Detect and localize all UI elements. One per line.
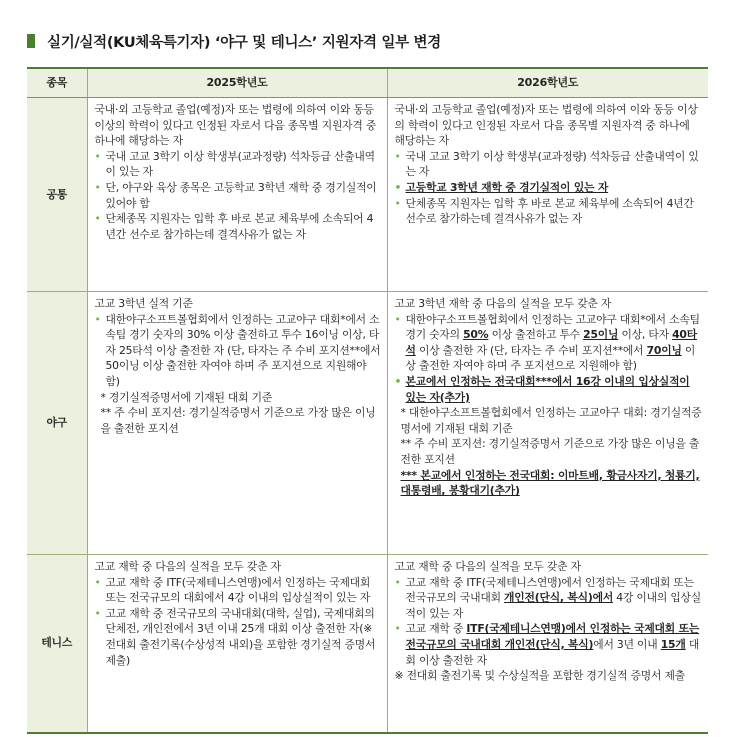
baseball-2025-bullet-1 (95, 312, 381, 390)
common-2026-bullet-2: • 고등학교 3학년 재학 중 경기실적이 있는 자 (395, 180, 703, 196)
tn26-b2-c: 대회 이상 출전한 자 (405, 637, 700, 667)
common-2025-bullet-1: • 국내 고교 3학기 이상 학생부(교과정량) 석차등급 산출내역이 있는 자 (95, 149, 381, 180)
baseball-2026-bullet-2: • 본교에서 인정하는 전국대회***에서 16강 이내의 입상실적이 있는 자(추가) (395, 374, 703, 405)
common-2025-bullet-3: • 단체종목 지원자는 입학 후 바로 본교 체육부에 소속되어 4년간 선수로 참가하는데 결격사유가 없는 자 (95, 211, 381, 242)
bb26-b1-d: 이상 출전한 자 (415, 343, 487, 357)
bb26-b1-c: 이상, 타자 (618, 328, 673, 342)
tn26-b2-u2: 15개 (660, 637, 686, 651)
row-label-baseball: 야구 (27, 292, 87, 555)
tn26-b2-a: 고교 재학 중 (405, 622, 467, 636)
title-marker-icon (27, 34, 35, 48)
common-2026-intro: 국내·외 고등학교 졸업(예정)자 또는 법령에 의하여 이와 동등 이상의 학력이 있다고 인정된 자로서 다음 종목별 지원자격 중 하나에 해당하는 자 (394, 103, 698, 148)
page-title (27, 30, 441, 52)
baseball-2026-intro: 고교 3학년 재학 중 다음의 실적을 모두 갖춘 자 (394, 297, 612, 310)
baseball-2026-note-1: * 대한야구소프트볼협회에서 인정하는 고교야구 대회: 경기실적증명서에 기재된 대회 기준 (400, 406, 702, 435)
baseball-2026-cell (387, 292, 708, 555)
header-row (27, 68, 708, 98)
tennis-2025-bullet-1: • 고교 재학 중 ITF(국제테니스연맹)에서 인정하는 국제대회 또는 전국규모의 대회에서 4강 이내의 입상실적이 있는 자 (95, 575, 381, 606)
tennis-2025-cell (87, 555, 387, 733)
bb26-b1-pa: 40타석 (405, 328, 697, 357)
baseball-2025-cell (87, 292, 387, 555)
header-2026: 2026학년도 (387, 68, 708, 98)
common-2025-cell (87, 98, 387, 292)
row-common (27, 98, 708, 292)
baseball-2025-intro: 고교 3학년 실적 기준 (94, 297, 193, 310)
baseball-2026-note-3: *** 본교에서 인정하는 전국대회: 이마트배, 황금사자기, 청룡기, 대통령배, 봉황대기(추가) (400, 468, 700, 498)
tennis-2025-bullet-2: • 고교 재학 중 전국규모의 국내대회(대학, 실업), 국제대회의 단체전, 개인전에서 3년 이내 25개 대회 이상 출전한 자(※ 전대회 출전기록(수상성적 내외)을 포함한 경기실적 증명서 제출) (95, 606, 381, 668)
tn26-b2-u: ITF(국제테니스연맹)에서 인정하는 국제대회 또는 전국규모의 국내대회 개인전(단식, 복식) (405, 622, 700, 651)
tn26-b1-u: 개인전(단식, 복식)에서 (504, 591, 614, 605)
baseball-2025-bullet-1-note: (단, 타자는 주 수비 포지션**에서 50이닝 이상 출전한 자여야 하며 주 포지션으로 지원해야 함) (105, 343, 381, 388)
baseball-2026-note-2: ** 주 수비 포지션: 경기실적증명서 기준으로 가장 많은 이닝을 출전한 포지션 (400, 437, 700, 466)
baseball-2026-bullet-1 (395, 312, 703, 374)
bb26-b1-note-b: 이상 출전한 자여야 하며 주 포지션으로 지원해야 함) (405, 343, 696, 373)
title-text: 실기/실적(KU체육특기자) ‘야구 및 테니스’ 지원자격 일부 변경 (47, 34, 441, 51)
common-2026-bullet-1: • 국내 고교 3학기 이상 학생부(교과정량) 석차등급 산출내역이 있는 자 (395, 149, 703, 180)
row-baseball (27, 292, 708, 555)
common-2026-cell (387, 98, 708, 292)
tennis-2026-bullet-2 (395, 621, 703, 668)
baseball-2025-bullet-1-text: 대한야구소프트볼협회에서 인정하는 고교야구 대회*에서 소속팀 경기 숫자의 30% 이상 출전하고 투수 16이닝 이상, 타자 25타석 이상 출전한 자 (105, 312, 380, 357)
row-label-common: 공통 (27, 98, 87, 292)
row-label-tennis: 테니스 (27, 555, 87, 733)
tn26-b2-b: 에서 3년 이내 (593, 637, 661, 651)
bb26-b1-pct: 50% (463, 328, 489, 342)
header-category: 종목 (27, 68, 87, 98)
tennis-2026-reference: ※ 전대회 출전기록 및 수상실적을 포함한 경기실적 증명서 제출 (394, 669, 685, 683)
bb26-b1-a: 대한야구소프트볼협회에서 인정하는 고교야구 대회*에서 소속팀 경기 숫자의 (405, 312, 700, 342)
common-2026-bullet-3: • 단체종목 지원자는 입학 후 바로 본교 체육부에 소속되어 4년간 선수로 참가하는데 결격사유가 없는 자 (395, 196, 703, 227)
comparison-table (27, 67, 708, 734)
bb26-b1-note-inn: 70이닝 (646, 343, 682, 357)
baseball-2025-note-2: ** 주 수비 포지션: 경기실적증명서 기준으로 가장 많은 이닝을 출전한 포지션 (100, 406, 376, 435)
tennis-2026-cell (387, 555, 708, 733)
tennis-2026-intro: 고교 재학 중 다음의 실적을 모두 갖춘 자 (394, 560, 581, 573)
bb26-b1-b: 이상 출전하고 투수 (488, 328, 584, 342)
baseball-2025-note-1: * 경기실적증명서에 기재된 대회 기준 (100, 390, 273, 404)
tn26-b1-b: 4강 이내의 입상실적이 있는 자 (405, 591, 702, 620)
bb26-b1-inn: 25이닝 (583, 328, 619, 342)
common-2025-intro: 국내·외 고등학교 졸업(예정)자 또는 법령에 의하여 이와 동등 이상의 학력이 있다고 인정된 자로서 다음 종목별 지원자격 중 하나에 해당하는 자 (94, 103, 377, 148)
tennis-2026-bullet-1 (395, 575, 703, 622)
tn26-b1-a: 고교 재학 중 ITF(국제테니스연맹)에서 인정하는 국제대회 또는 전국규모의 국내대회 (405, 575, 694, 605)
bb26-b1-note-a: (단, 타자는 주 수비 포지션**에서 (490, 343, 647, 357)
header-2025: 2025학년도 (87, 68, 387, 98)
tennis-2025-intro: 고교 재학 중 다음의 실적을 모두 갖춘 자 (94, 560, 281, 573)
common-2025-bullet-2: • 단, 야구와 육상 종목은 고등학교 3학년 재학 중 경기실적이 있어야 함 (95, 180, 381, 211)
row-tennis (27, 555, 708, 733)
